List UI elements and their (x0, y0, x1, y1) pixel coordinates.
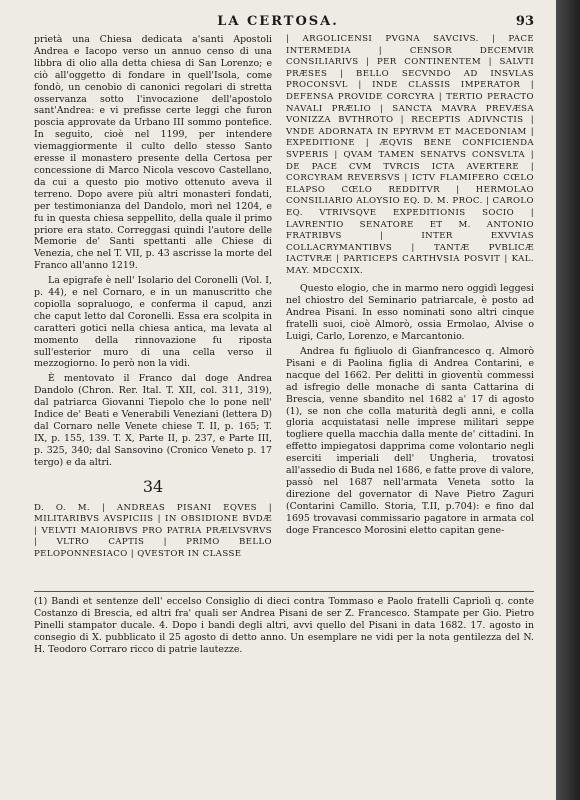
page-number: 93 (515, 14, 534, 29)
left-paragraph-2: La epigrafe è nell' Isolario del Coronelli (Vol. I, p. 44), e nel Cornaro, e in un manuscritto che copiolla sopraluogo, e conferma il capud, anzi che caput letto dal Coronelli. Essa era scolpita in caratteri gotici nella chiesa antica, ma levata al momento della rinnovazione fu riposta sull'esterior muro di una cella verso il mezzogiorno. Io però non la vidi. (34, 275, 272, 370)
left-paragraph-1: prietà una Chiesa dedicata a'santi Apostoli Andrea e Iacopo verso un annuo censo di una libbra di olio alla detta chiesa di San Lorenzo; e ciò all'oggetto di fondare in quell'Isola, come fondò, un cenobio di canonici regolari di stretta osservanza sotto l'invocazione dell'apostolo sant'Andrea: e vi prefisse certe leggi che furon posciа approvate da Urbano III sommo pontefice. In seguito, cioè nel 1199, per intendere viemaggiormente il culto dello stesso Santo eresse il monastero presente della Certosa per concessione di Marco Nicola vescovo Castellano, da cui a questo pio motivo ottenuto aveva il terreno. Dopo avere più altri monasteri fondati, per testimonianza del Dandolo, morì nel 1204, e fu in questa chiesa seppellito, della quale il primo priore era stato. Correggasi quindi l'autore delle Memorie de' Santi spettanti alle Chiese di Venezia, che nel T. VII, p. 43 ascrisse la morte del Franco all'anno 1219. (34, 34, 272, 272)
right-paragraph-2: Andrea fu figliuolo di Gianfrancesco q. Almorò Pisani e di Paolina figlia di Andrea Contarini, e nacque del 1662. Per delitti in gioventù commessi ad isfregio delle monache di santa Cattarina di Brescia, venne sbandito nel 1682 a' 17 di agosto (1), se non che colla maturità degli anni, e colla gloria acquistatasi nelle imprese militari seppe togliere quella macchia dalla mente de' cittadini. In effetto impiegatosi dapprima come volontario negli eserciti imperiali dell' Ungheria, trovatosi all'assedio di Buda nel 1686, e fatte prove di valore, passò nel 1687 nell'armata Veneta sotto la direzione del governator di Nave Pietro Zaguri (Contarini Camillo. Storia, T.II, p.704): e fino dal 1695 trovavasi commissario pagatore in armata col doge Francesco Morosini eletto capitan gene- (286, 346, 534, 536)
latin-inscription-start: D. O. M. | ANDREAS PISANI EQVES | MILITARIBVS AVSPICIIS | IN OBSIDIONE BVDÆ | VELVTI MAIORIBVS PRO PATRIA PRÆLVSVRVS | VLTRO CAPTIS | PRIMO BELLO PELOPONNESIACO | QVESTOR IN CLASSE (34, 502, 272, 559)
right-paragraph-1: Questo elogio, che in marmo nero oggidì leggesi nel chiostro del Seminario patriarcale, è posto ad Andrea Pisani. In esso nominati sono altri cinque fratelli suoi, cioè Almorò, ossia Ermolao, Alvise o Luigi, Carlo, Lorenzo, e Marcantonio. (286, 283, 534, 343)
running-header: LA CERTOSA. (217, 14, 339, 29)
latin-inscription-continued: | ARGOLICENSI PVGNA SAVCIVS. | PACE INTERMEDIA | CENSOR DECEMVIR CONSILIARIVS | PER CONTINENTEM | SALVTI PRÆSES | BELLO SECVNDO AD INSVLAS PROCONSVL | INDE CLASSIS IMPERATOR | DEFENSA PROVIDE CORCYRA | TERTIO PERACTO NAVALI PRÆLIO | SANCTA MAVRA PREVÆSA VONIZZA BVTHROTO | RECEPTIS ADIVNCTIS | VNDE ADORNATA IN EPYRVM ET MACEDONIAM | EXPEDITIONE | ÆQVIS BENE CONFICIENDA SVPERIS | QVAM TAMEN SENATVS CONSVLTA | DE PACE CVM TVRCIS ICTA AVERTERE | CORCYRAM REVERSVS | ICTV FLAMIFERO CŒLO ELAPSO CŒLO REDDITVR | HERMOLAO CONSILIARIO ALOYSIO EQ. D. M. PROC. | CAROLO EQ. VTRIVSQVE EXPEDITIONIS SOCIO | LAVRENTIO SENATORE ET M. ANTONIO FRATRIBVS | INTER EXVVIAS COLLACRYMANTIBVS | TANTÆ PVBLICÆ IACTVRÆ | PARTICEPS CARTHVSIA POSVIT | KAL. MAY. MDCCXIX. (286, 34, 534, 276)
section-number: 34 (142, 476, 164, 496)
right-column (286, 34, 534, 540)
left-paragraph-3: È mentovato il Franco dal doge Andrea Dandolo (Chron. Rer. Ital. T. XII, col. 311, 319), dal patriarca Giovanni Tiepolo che lo pone nell' Indice de' Beati e Venerabili Veneziani (lettera D) dal Cornaro nelle Venete chiese T. II, p. 165; T. IX, p. 155, 139. T. X, Parte II, p. 237, e Parte III, p. 325, 340; dal Sansovino (Cronico Veneto p. 17 tergo) e da altri. (34, 373, 272, 468)
footnote: (1) Bandi et sentenze dell' eccelso Consiglio di dieci contra Tommaso e Paolo fratelli Capriolì q. conte Costanzo di Brescia, ed altri fra' quali ser Andrea Pisani de ser Z. Francesco. Stampate per Gio. Pietro Pinelli stampator ducale. 4. Dopo i bandi degli altri, avvi quello del Pisani in data 1682. 17. agosto in consegio di X. pubblicato il 25 agosto di detto anno. Un esemplare ne vidi per la nota gentilezza del N. H. Teodoro Corraro ricco di patrie lautezze. (34, 596, 534, 655)
left-column (34, 34, 272, 567)
footnote-divider (34, 591, 534, 592)
scan-edge-shadow (556, 0, 580, 800)
